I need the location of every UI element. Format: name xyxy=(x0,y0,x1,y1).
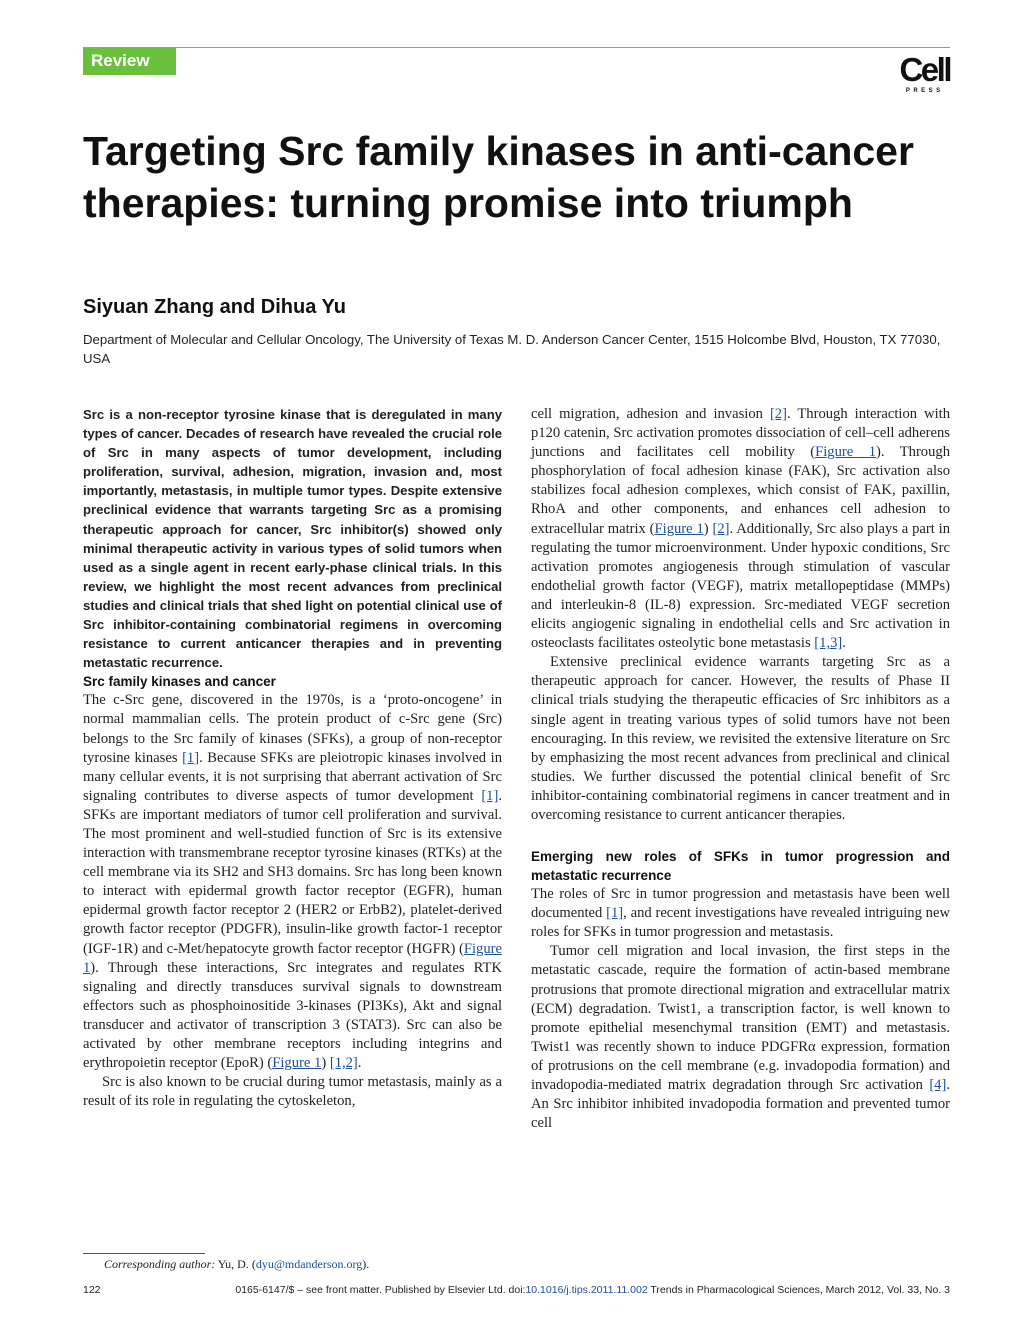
figure-link[interactable]: Figure 1 xyxy=(272,1055,322,1072)
author-list: Siyuan Zhang and Dihua Yu xyxy=(83,296,346,318)
figure-link[interactable]: Figure 1 xyxy=(815,444,876,461)
article-type-tag: Review xyxy=(83,47,176,75)
body-paragraph: The roles of Src in tumor progression and metastasis have been well documented [1], and recent investigations have revealed intriguing new roles for SFKs in tumor progression and metastasis. xyxy=(531,886,950,941)
logo-sub-text: PRESS xyxy=(905,88,944,94)
body-paragraph: Src is also known to be crucial during tumor metastasis, mainly as a result of its role in regulating the cytoskeleton, xyxy=(83,1074,502,1110)
affiliation: Department of Molecular and Cellular Oncology, The University of Texas M. D. Anderson Cancer Center, 1515 Holcombe Blvd, Houston, TX 77030, USA xyxy=(83,332,941,366)
body-paragraph: Extensive preclinical evidence warrants targeting Src as a therapeutic approach for cancer. However, the results of Phase II clinical trials studying the therapeutic efficacies of Src inhibitors as a single agent in treating various types of solid tumors have not been encouraging. In this review, we revisited the extensive literature on Src by emphasizing the most recent advances from preclinical and clinical studies. We further discussed the potential clinical benefit of Src inhibitor-containing combinatorial regimens in cancer treatment and in overcoming resistance to current anticancer therapies. xyxy=(531,654,950,823)
logo-main-text: Cell xyxy=(899,51,950,88)
figure-link[interactable]: Figure 1 xyxy=(654,520,704,537)
journal-info: 0165-6147/$ – see front matter. Published by Elsevier Ltd. doi:10.1016/j.tips.2011.11.002 Trends in Pharmacological Sciences, March 2012, Vol. 33, No. 3 xyxy=(235,1284,950,1296)
body-paragraph: cell migration, adhesion and invasion [2]. Through interaction with p120 catenin, Src activation promotes dissociation of cell–cell adherens junctions and facilitates cell mobility (Figure 1). Through phosphorylation of focal adhesion kinase (FAK), Src activation also stabilizes focal adhesion complexes, which consist of FAK, paxillin, RhoA and other components, and enhances cell adhesion to extracellular matrix (Figure 1) [2]. Additionally, Src also plays a part in regulating the tumor microenvironment. Under hypoxic conditions, Src activation promotes angiogenesis through stimulation of vascular endothelial growth factor (VEGF), matrix metallopeptidase (MMPs) and interleukin-8 (IL-8) expression. Src-mediated VEGF secretion elicits angiogenic signaling in endothelial cells and Src activation in osteoclasts facilitates osteolytic bone metastasis [1,3]. xyxy=(531,406,950,652)
section-gap xyxy=(531,825,950,847)
section-heading-emerging-roles: Emerging new roles of SFKs in tumor progression and metastatic recurrence xyxy=(531,849,950,884)
footnote-label: Corresponding author: xyxy=(104,1257,216,1271)
footnote-name: Yu, D. xyxy=(217,1257,249,1271)
citation-link[interactable]: [1,2] xyxy=(329,1055,358,1072)
right-column xyxy=(531,405,950,1133)
citation-link[interactable]: [1] xyxy=(481,787,499,804)
corresponding-author-note: Corresponding author: Yu, D. (dyu@mdanderson.org). xyxy=(104,1257,370,1271)
header-rule xyxy=(83,47,950,48)
article-title: Targeting Src family kinases in anti-cancer therapies: turning promise into triumph xyxy=(83,128,914,226)
figure-link[interactable]: Figure 1 xyxy=(83,940,502,976)
citation-link[interactable]: [1] xyxy=(182,749,200,766)
citation-link[interactable]: [2] xyxy=(712,520,730,537)
cell-press-logo xyxy=(899,51,950,94)
page-number: 122 xyxy=(83,1284,101,1296)
citation-link[interactable]: [1,3] xyxy=(814,635,843,652)
citation-link[interactable]: [1] xyxy=(606,905,624,922)
author-email-link[interactable]: dyu@mdanderson.org xyxy=(255,1257,363,1271)
citation-link[interactable]: [2] xyxy=(769,406,787,422)
footnote-rule xyxy=(83,1253,205,1254)
left-column xyxy=(83,405,502,1111)
body-paragraph: The c-Src gene, discovered in the 1970s, is a ‘proto-oncogene’ in normal mammalian cells. The protein product of c-Src gene (Src) belongs to the Src family of kinases (SFKs), a group of non-receptor tyrosine kinases [1]. Because SFKs are pleiotropic kinases involved in many cellular events, it is not surprising that aberrant activation of Src signaling contributes to diverse aspects of tumor development [1]. SFKs are important mediators of tumor cell proliferation and survival. The most prominent and well-studied function of Src is its extensive interaction with transmembrane receptor tyrosine kinases (RTKs) at the cell membrane via its SH2 and SH3 domains. Src has long been known to interact with epidermal growth factor receptor (EGFR), human epidermal growth factor receptor 2 (HER2 or ErbB2), platelet-derived growth factor receptor (PDGFR), insulin-like growth factor-1 receptor (IGF-1R) and c-Met/hepatocyte growth factor receptor (HGFR) (Figure 1). Through these interactions, Src integrates and regulates RTK signaling and directly transduces survival signals to downstream effectors such as phosphoinositide 3-kinases (PI3Ks), Akt and signal transducer and activator of transcription 3 (STAT3). Src can also be activated by other membrane receptors including integrins and erythropoietin receptor (EpoR) (Figure 1) [1,2]. xyxy=(83,692,502,1072)
section-heading-src-family: Src family kinases and cancer xyxy=(83,674,276,690)
citation-link[interactable]: [4] xyxy=(929,1077,947,1093)
doi-link[interactable]: 10.1016/j.tips.2011.11.002 xyxy=(525,1284,648,1296)
body-paragraph: Tumor cell migration and local invasion, the first steps in the metastatic cascade, require the formation of actin-based membrane protrusions that promote directional migration and extracellular matrix (ECM) degradation. Twist1, a transcription factor, is well known to promote epithelial mesenchymal transition (EMT) and metastasis. Twist1 was recently shown to induce PDGFRα expression, formation of protrusions on the cell membrane (e.g. invadopodia formation) and invadopodia-mediated matrix degradation through Src activation [4]. An Src inhibitor inhibited invadopodia formation and prevented tumor cell xyxy=(531,943,950,1132)
abstract: Src is a non-receptor tyrosine kinase that is deregulated in many types of cancer. Decades of research have revealed the crucial role of Src in many aspects of tumor development, including proliferation, survival, adhesion, migration, invasion and, most importantly, metastasis, in multiple tumor types. Despite extensive preclinical evidence that warrants targeting Src as a promising therapeutic approach for cancer, Src inhibitor(s) showed only minimal therapeutic activity in various types of solid tumors when used as a single agent in recent early-phase clinical trials. In this review, we highlight the most recent advances from preclinical studies and clinical trials that shed light on potential clinical use of Src inhibitor-containing combinatorial regimens in overcoming resistance to current anticancer therapies and in preventing metastatic recurrence. xyxy=(83,407,502,671)
